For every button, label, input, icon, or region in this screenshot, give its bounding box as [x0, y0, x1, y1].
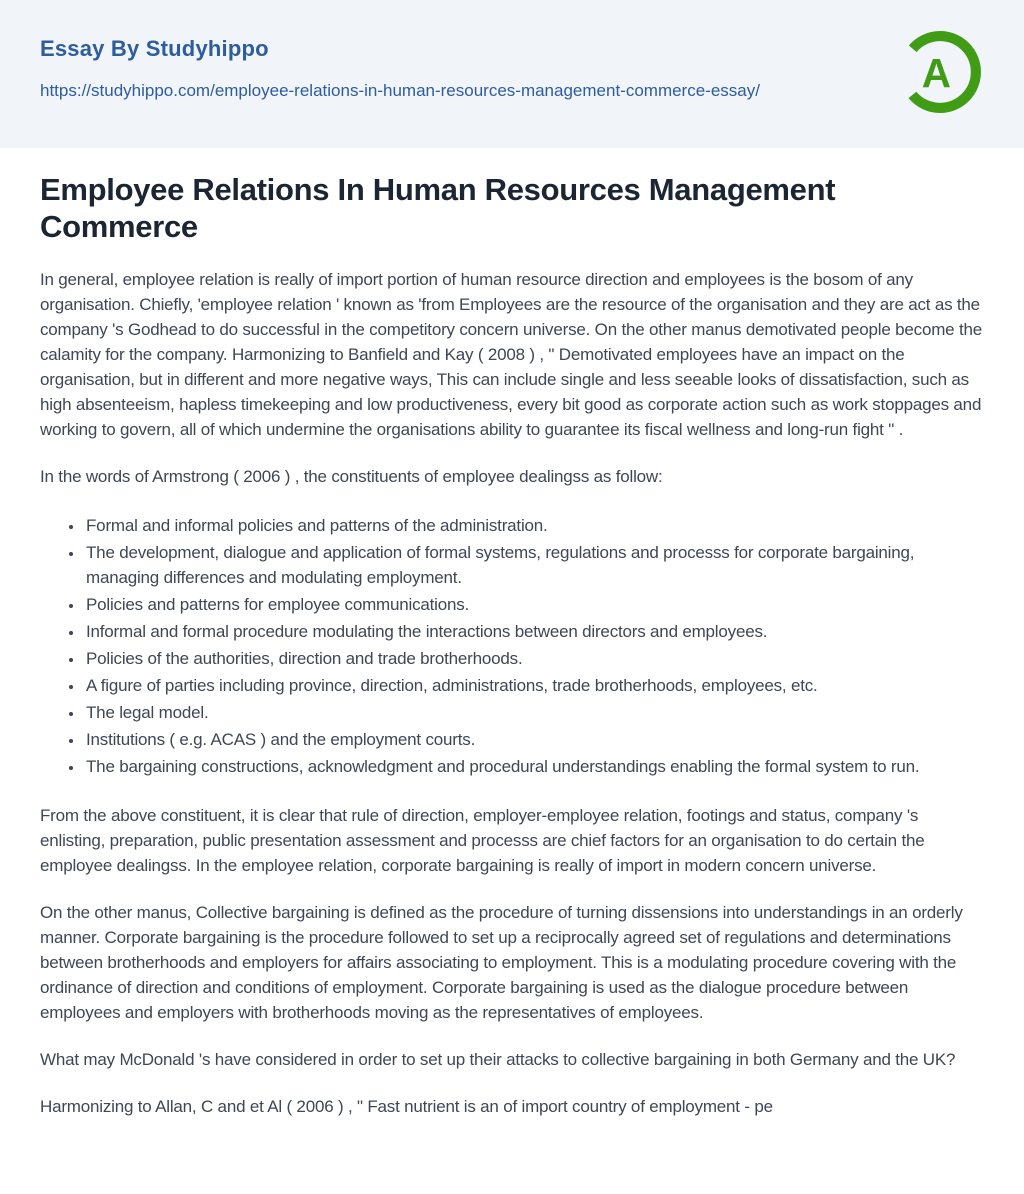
page-header: [0, 0, 1024, 148]
list-item: • Policies and patterns for employee communications.: [84, 592, 984, 617]
list-item: • Informal and formal procedure modulating the interactions between directors and employees.: [84, 619, 984, 644]
essay-url-link[interactable]: https://studyhippo.com/employee-relations-in-human-resources-management-commerce-essay/: [40, 81, 760, 100]
site-title: Essay By Studyhippo: [40, 36, 269, 61]
list-item: • The bargaining constructions, acknowledgment and procedural understandings enabling the formal system to run.: [84, 754, 984, 779]
header-text-block: [40, 0, 760, 105]
mcdonalds-question-paragraph: What may McDonald 's have considered in order to set up their attacks to collective bargaining in both Germany and the UK?: [40, 1050, 956, 1069]
constituents-summary-paragraph: From the above constituent, it is clear that rule of direction, employer-employee relation, footings and status, company 's enlisting, preparation, public presentation assessment and processs are chief factors for an organisation to do certain the employee dealingss. In the employee relation, corporate bargaining is really of import in modern concern universe.: [40, 806, 925, 875]
list-item: • A figure of parties including province, direction, administrations, trade brotherhoods, employees, etc.: [84, 673, 984, 698]
constituents-list: [40, 513, 984, 779]
armstrong-lead-paragraph: In the words of Armstrong ( 2006 ) , the constituents of employee dealingss as follow:: [40, 467, 663, 486]
list-item: • Institutions ( e.g. ACAS ) and the employment courts.: [84, 727, 984, 752]
intro-paragraph: In general, employee relation is really of import portion of human resource direction and employees is the bosom of any organisation. Chiefly, 'employee relation ' known as 'from Employees are the resource of the organisation and they are act as the company 's Godhead to do successful in the competitory concern universe. On the other manus demotivated people become the calamity for the company. Harmonizing to Banfield and Kay ( 2008 ) , " Demotivated employees have an impact on the organisation, but in different and more negative ways, This can include single and less seeable looks of dissatisfaction, such as high absenteeism, hapless timekeeping and low productiveness, every bit good as corporate action such as work stoppages and working to govern, all of which undermine the organisations ability to guarantee its fiscal wellness and long-run fight " .: [40, 270, 982, 439]
studyhippo-logo-icon: [894, 26, 986, 118]
article-body: [0, 171, 1024, 1119]
logo-letter: A: [921, 49, 951, 96]
list-item: • The legal model.: [84, 700, 984, 725]
closing-truncated-paragraph: Harmonizing to Allan, C and et Al ( 2006 ) , " Fast nutrient is an of import country of employment - pe: [40, 1097, 773, 1116]
list-item: • Formal and informal policies and patterns of the administration.: [84, 513, 984, 538]
list-item: • Policies of the authorities, direction and trade brotherhoods.: [84, 646, 984, 671]
collective-bargaining-paragraph: On the other manus, Collective bargaining is defined as the procedure of turning dissensions into understandings in an orderly manner. Corporate bargaining is the procedure followed to set up a reciprocally agreed set of regulations and determinations between brotherhoods and employers for affairs associating to employment. This is a modulating procedure covering with the ordinance of direction and conditions of employment. Corporate bargaining is used as the dialogue procedure between employees and employers with brotherhoods moving as the representatives of employees.: [40, 903, 963, 1022]
list-item: • The development, dialogue and application of formal systems, regulations and processs for corporate bargaining, managing differences and modulating employment.: [84, 540, 984, 590]
article-title: Employee Relations In Human Resources Management Commerce: [40, 172, 836, 244]
